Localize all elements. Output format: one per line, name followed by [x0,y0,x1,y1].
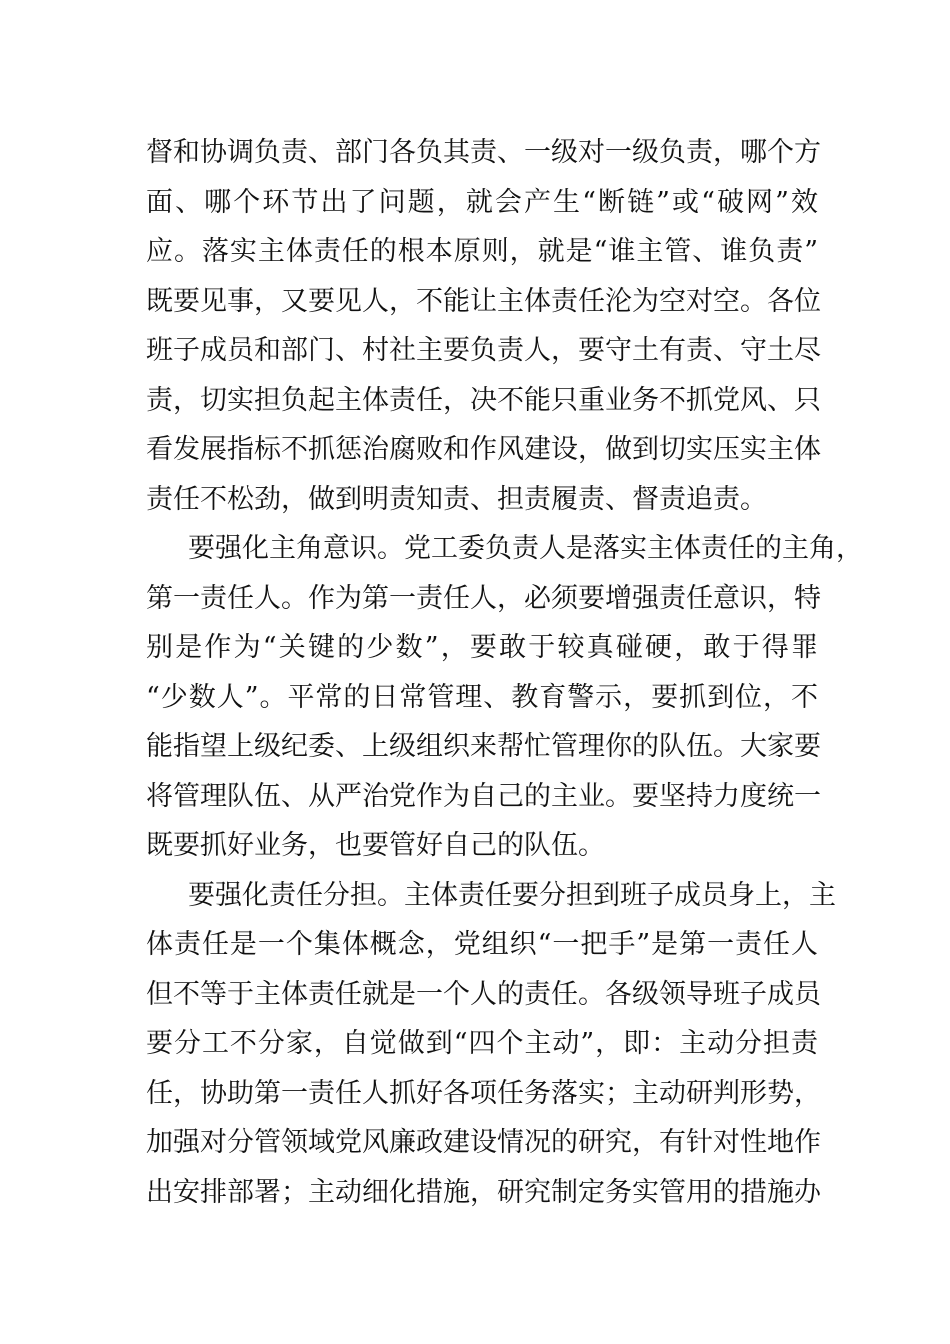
text-line: 既要抓好业务，也要管好自己的队伍。 [146,830,605,861]
text-line: 责任不松劲，做到明责知责、担责履责、督责追责。 [146,483,767,515]
body-text [146,128,863,1217]
text-line: “少数人”。平常的日常管理、教育警示，要抓到位，不 [146,681,818,713]
text-line: 任，协助第一责任人抓好各项任务落实；主动研判形势， [146,1077,821,1109]
text-line: 体责任是一个集体概念，党组织“一把手”是第一责任人 [146,929,818,960]
text-line: 但不等于主体责任就是一个人的责任。各级领导班子成员 [146,978,821,1010]
text-line: 督和协调负责、部门各负其责、一级对一级负责，哪个方 [146,137,821,168]
text-line: 既要见事，又要见人，不能让主体责任沦为空对空。各位 [146,285,821,317]
text-line: 加强对分管领域党风廉政建设情况的研究，有针对性地作 [146,1127,821,1158]
text-line: 别是作为“关键的少数”，要敢于较真碰硬，敢于得罪 [146,632,818,663]
text-line: 应。落实主体责任的根本原则，就是“谁主管、谁负责” [146,236,818,267]
paragraph-responsibility-sharing [146,871,836,1218]
text-line: 出安排部署；主动细化措施，研究制定务实管用的措施办 [146,1176,821,1208]
text-line: 第一责任人。作为第一责任人，必须要增强责任意识，特 [146,582,821,614]
text-line: 班子成员和部门、村社主要负责人，要守土有责、守土尽 [146,335,821,366]
text-line: 面、哪个环节出了问题，就会产生“断链”或“破网”效 [146,186,818,218]
text-line: 要强化责任分担。主体责任要分担到班子成员身上，主 [188,879,836,911]
text-line: 将管理队伍、从严治党作为自己的主业。要坚持力度统一 [146,780,821,812]
text-line: 能指望上级纪委、上级组织来帮忙管理你的队伍。大家要 [146,731,821,762]
text-line: 要分工不分家，自觉做到“四个主动”，即：主动分担责 [146,1028,818,1059]
text-line: 要强化主角意识。党工委负责人是落实主体责任的主角， [188,533,863,564]
paragraph-continuation [146,128,821,524]
paragraph-protagonist-awareness [146,524,863,871]
text-line: 责，切实担负起主体责任，决不能只重业务不抓党风、只 [146,384,821,416]
text-line: 看发展指标不抓惩治腐败和作风建设，做到切实压实主体 [146,434,821,465]
